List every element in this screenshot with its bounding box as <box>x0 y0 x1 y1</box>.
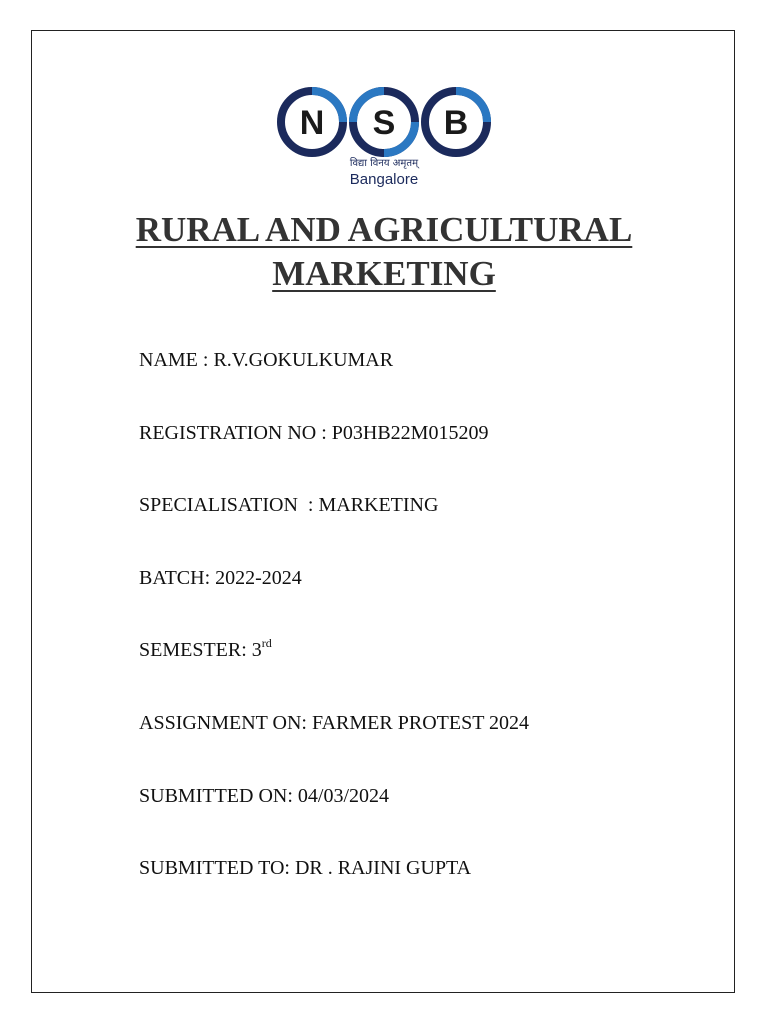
registration-number: REGISTRATION NO : P03HB22M015209 <box>139 421 489 444</box>
batch: BATCH: 2022-2024 <box>139 566 302 589</box>
semester <box>139 634 699 707</box>
submitted-to: SUBMITTED TO: DR . RAJINI GUPTA <box>139 857 472 880</box>
semester-suffix: rd <box>261 636 272 651</box>
logo-letter-n: N <box>299 104 325 142</box>
student-name: NAME : R.V.GOKULKUMAR <box>139 349 394 371</box>
student-details <box>139 344 699 925</box>
logo-city: Bangalore <box>349 171 419 188</box>
logo-letter-s: S <box>372 104 396 142</box>
logo-letter-b: B <box>443 104 469 142</box>
document-title-line-1: RURAL AND AGRICULTURAL <box>135 210 633 249</box>
specialisation: SPECIALISATION : MARKETING <box>139 494 439 517</box>
submitted-on: SUBMITTED ON: 04/03/2024 <box>139 784 389 807</box>
document-title-line-2: MARKETING <box>272 254 496 293</box>
semester-label: SEMESTER: 3 <box>139 639 262 662</box>
nsb-logo-graphic <box>276 84 492 190</box>
logo-tagline: विद्या विनय अमृतम् <box>349 158 419 169</box>
document-title <box>60 208 708 296</box>
assignment-topic: ASSIGNMENT ON: FARMER PROTEST 2024 <box>139 711 530 734</box>
nsb-logo <box>276 84 492 190</box>
